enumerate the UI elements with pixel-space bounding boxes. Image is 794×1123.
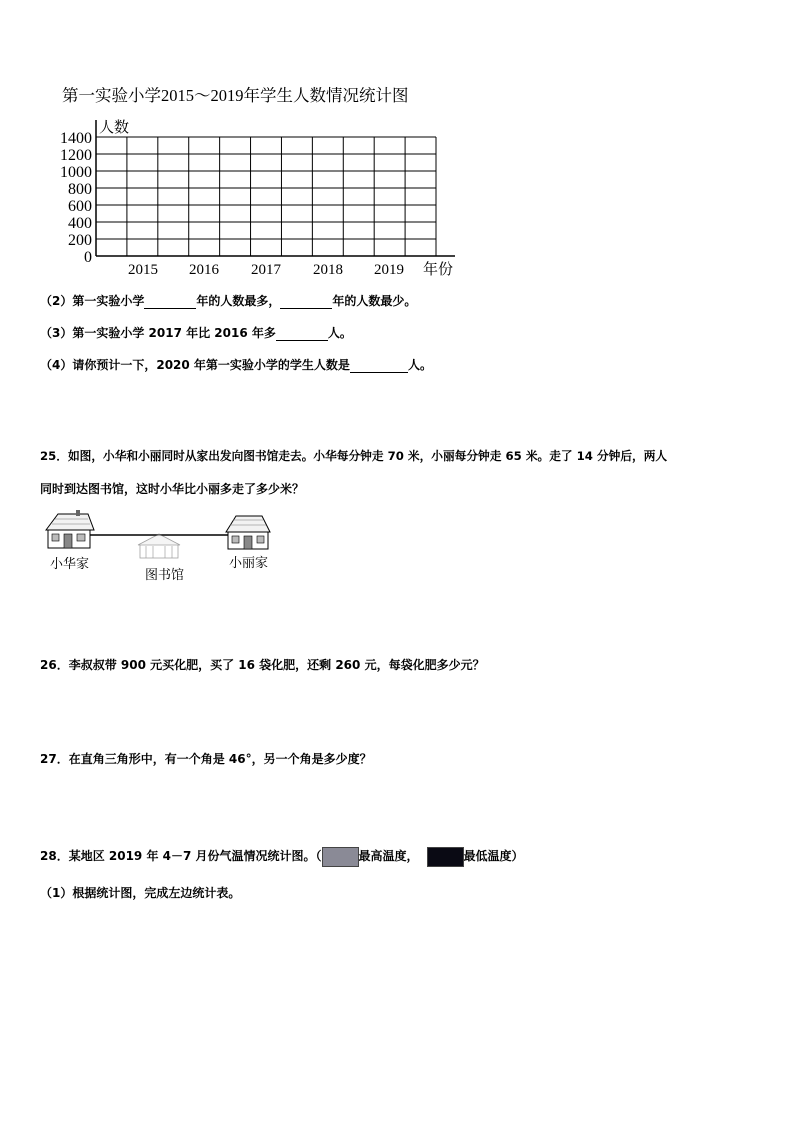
q24-2-mid: 年的人数最多， <box>196 294 281 308</box>
question-28 <box>40 845 524 867</box>
question-24-3 <box>40 324 352 341</box>
q24-3-prefix: （3）第一实验小学 2017 年比 2016 年多 <box>40 326 276 340</box>
q28-low-label: 最低温度） <box>463 849 524 863</box>
question-25-line1: 25．如图，小华和小丽同时从家出发向图书馆走去。小华每分钟走 70 米，小丽每分钟走 65 米。走了 14 分钟后，两人 <box>40 449 668 463</box>
q28-high-label: 最高温度， <box>358 849 419 863</box>
question-24-4 <box>40 356 432 373</box>
x-tick-label: 2018 <box>313 262 343 278</box>
y-tick-label: 200 <box>68 232 92 249</box>
library-icon <box>138 534 180 558</box>
answer-blank[interactable] <box>280 294 332 309</box>
y-tick-label: 1200 <box>60 147 92 164</box>
question-28-sub1: （1）根据统计图，完成左边统计表。 <box>40 886 241 900</box>
x-tick-label: 2017 <box>251 262 281 278</box>
y-tick-label: 600 <box>68 198 92 215</box>
high-temp-legend-swatch <box>322 847 359 867</box>
answer-blank[interactable] <box>276 326 328 341</box>
y-tick-label: 0 <box>84 249 92 266</box>
x-tick-label: 2019 <box>374 262 404 278</box>
xiaoli-home-label: 小丽家 <box>229 555 269 570</box>
q28-prefix: 28．某地区 2019 年 4－7 月份气温情况统计图。（ <box>40 849 322 863</box>
chart-title: 第一实验小学2015～2019年学生人数情况统计图 <box>62 86 409 105</box>
xiaohua-house-icon <box>46 510 94 548</box>
xiaoli-house-icon <box>226 516 270 549</box>
low-temp-legend-swatch <box>427 847 464 867</box>
y-tick-label: 1400 <box>60 130 92 147</box>
library-label: 图书馆 <box>145 567 185 582</box>
y-tick-label: 1000 <box>60 164 92 181</box>
question-26: 26．李叔叔带 900 元买化肥，买了 16 袋化肥，还剩 260 元，每袋化肥多少元？ <box>40 658 485 672</box>
q24-4-suffix: 人。 <box>407 358 432 372</box>
y-tick-label: 800 <box>68 181 92 198</box>
x-tick-label: 2016 <box>189 262 219 278</box>
q24-3-suffix: 人。 <box>327 326 352 340</box>
q24-2-suffix: 年的人数最少。 <box>332 294 417 308</box>
xiaohua-home-label: 小华家 <box>50 556 90 571</box>
q24-4-prefix: （4）请你预计一下，2020 年第一实验小学的学生人数是 <box>40 358 350 372</box>
question-27: 27．在直角三角形中，有一个角是 46°，另一个角是多少度？ <box>40 752 372 766</box>
question-24-2 <box>40 292 416 309</box>
answer-blank[interactable] <box>350 358 408 373</box>
q24-2-prefix: （2）第一实验小学 <box>40 294 145 308</box>
y-tick-label: 400 <box>68 215 92 232</box>
x-tick-label: 2015 <box>128 262 158 278</box>
question-25-line2: 同时到达图书馆，这时小华比小丽多走了多少米？ <box>40 482 305 496</box>
y-axis-label: 人数 <box>99 120 130 136</box>
bar-chart <box>0 0 794 290</box>
x-axis-label: 年份 <box>423 262 454 278</box>
answer-blank[interactable] <box>144 294 196 309</box>
